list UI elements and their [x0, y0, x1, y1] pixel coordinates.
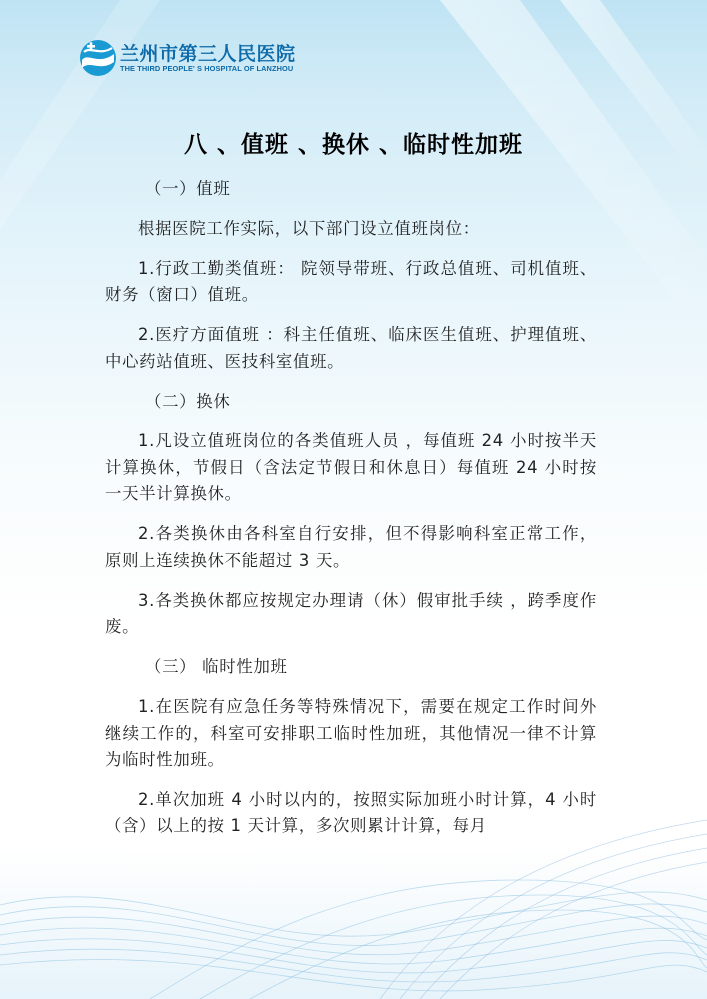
section-heading: （一）值班 [145, 179, 231, 198]
body-paragraph: 3.各类换休都应按规定办理请（休）假审批手续 ，跨季度作废。 [105, 590, 597, 637]
body-paragraph: 1.行政工勤类值班： 院领导带班、行政总值班、司机值班、财务（窗口）值班。 [105, 258, 597, 305]
section-heading: （二）换休 [145, 391, 231, 411]
document-title: 八 、值班 、换休 、临时性加班 [183, 132, 524, 158]
body-paragraph: 1.在医院有应急任务等特殊情况下，需要在规定工作时间外继续工作的，科室可安排职工临时性加班，其他情况一律不计算为临时性加班。 [105, 697, 597, 770]
body-paragraph: 2.单次加班 4 小时以内的，按照实际加班小时计算，4 小时（含）以上的按 1 天计算，多次则累计计算，每月 [105, 789, 597, 836]
section-heading: （三） 临时性加班 [145, 657, 288, 677]
hospital-logo [78, 38, 318, 78]
hospital-name-cn: 兰州市第三人民医院 [120, 43, 296, 65]
hospital-name-en: THE THIRD PEOPLE' S HOSPITAL OF LANZHOU [120, 64, 294, 73]
body-paragraph: 1.凡设立值班岗位的各类值班人员 ，每值班 24 小时按半天计算换休，节假日（含法定节假日和休息日）每值班 24 小时按一天半计算换休。 [105, 431, 597, 504]
body-paragraph: 2.各类换休由各科室自行安排，但不得影响科室正常工作，原则上连续换休不能超过 3 天。 [105, 524, 597, 570]
body-paragraph: 2.医疗方面值班 ：科主任值班、临床医生值班、护理值班、中心药站值班、医技科室值班。 [105, 325, 597, 371]
document-body [105, 176, 597, 853]
body-paragraph: 根据医院工作实际，以下部门设立值班岗位： [138, 218, 480, 238]
hospital-logo-icon [78, 38, 118, 78]
